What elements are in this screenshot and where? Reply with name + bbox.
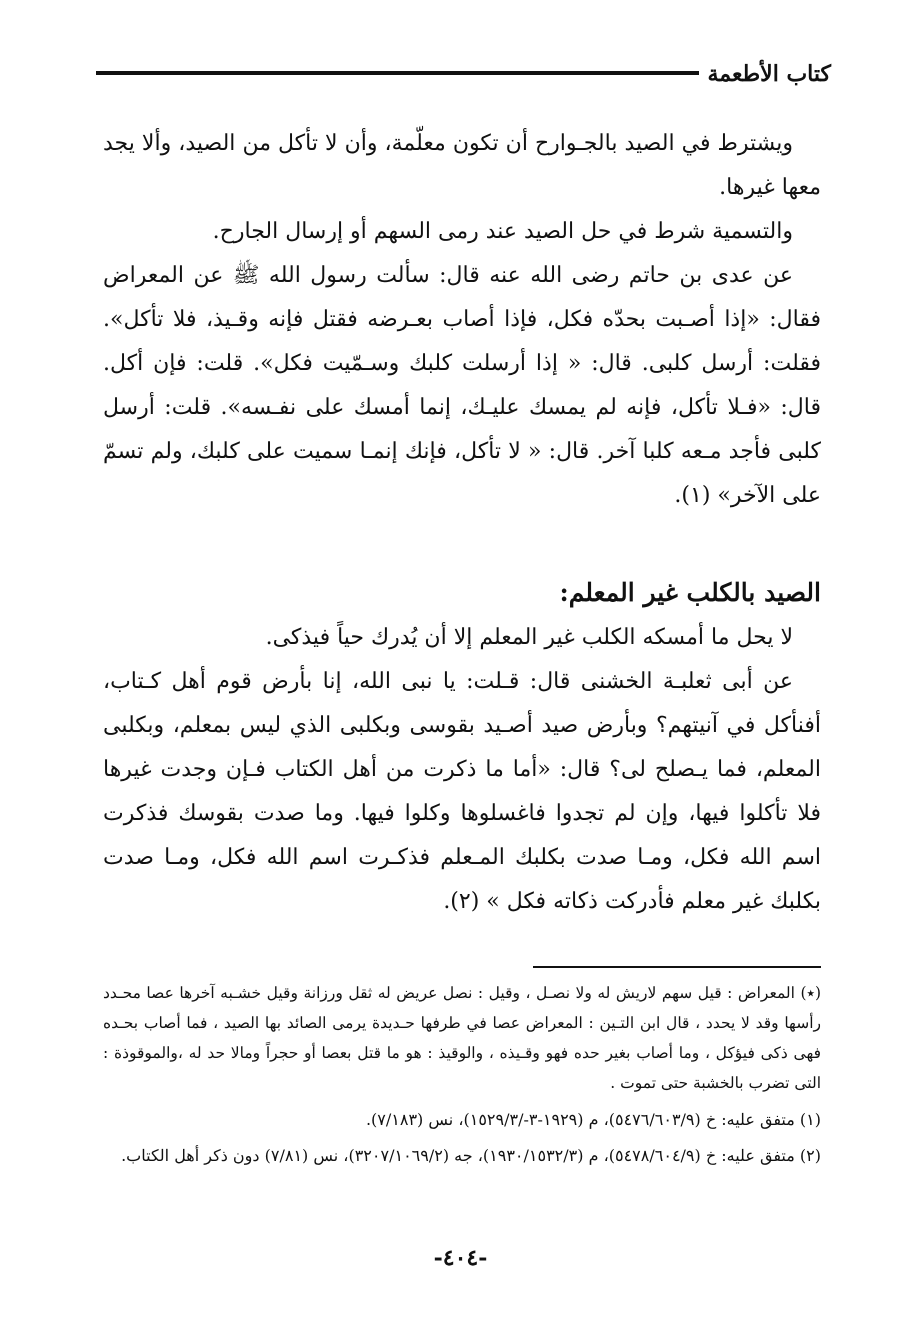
footnote-rule — [533, 966, 821, 968]
footnote-1: (١) متفق عليه: خ (٥٤٧٦/٦٠٣/٩)، م (١٩٢٩-٣-/١٥٢٩/٣)، نس (٧/١٨٣). — [365, 1110, 821, 1129]
paragraph-hadith-adi: عن عدى بن حاتم رضى الله عنه قال: سألت رسول الله ﷺ عن المعراض فقال: «إذا أصـبت بحدّه فكل، فإذا أصاب بعـرضه فقتل فإنه وقـيذ، فلا تأكل». فقلت: أرسل كلبى. قال: « إذا أرسلت كلبك وسـمّيت فكل». قلت: فإن أكل. قال: «فـلا تأكل، فإنه لم يمسك عليـك، إنما أمسك على نفـسه». قلت: أرسل كلبى فأجد مـعه كلبا آخر. قال: « لا تأكل، فإنك إنمـا سميت على كلبك، ولم تسمّ على الآخر» (١). — [103, 263, 821, 508]
section-title: الصيد بالكلب غير المعلم: — [559, 578, 821, 607]
main-text — [103, 122, 821, 924]
running-header — [96, 56, 831, 92]
paragraph-tasmiya: والتسمية شرط في حل الصيد عند رمى السهم أو إرسال الجارح. — [212, 219, 793, 244]
header-rule — [96, 71, 699, 75]
footnote-star: (٭) المعراض : قيل سهم لاريش له ولا نصـل ، وقيل : نصل عريض له ثقل ورزانة وقيل خشـبه آخرها عصا محـدد رأسها وقد لا يحدد ، قال ابن التـين : المعراض عصا في طرفها حـديدة يرمى الصائد بها الصيد ، فما أصاب بحـده فهى ذكى فيؤكل ، وما أصاب بغير حده فهو وقـيذه ، والوقيذ : هو ما قتل بعصا أو حجراً ومالا حد له ،والموقوذة : التى تضرب بالخشبة حتى تموت . — [103, 984, 821, 1092]
page-number: -٤٠٤- — [433, 1245, 488, 1271]
header-title: كتاب الأطعمة — [707, 61, 831, 87]
paragraph-ruling: لا يحل ما أمسكه الكلب غير المعلم إلا أن يُدرك حياً فيذكى. — [265, 625, 793, 650]
paragraph-conditions: ويشترط في الصيد بالجـوارح أن تكون معلّمة، وأن لا تأكل من الصيد، وألا يجد معها غيرها. — [103, 131, 821, 200]
footnote-2: (٢) متفق عليه: خ (٥٤٧٨/٦٠٤/٩)، م (١٩٣٠/١٥٣٢/٣)، جه (٣٢٠٧/١٠٦٩/٢)، نس (٧/٨١) دون ذكر أهل الكتاب. — [121, 1146, 821, 1165]
paragraph-hadith-abu-thalaba: عن أبى ثعلبـة الخشنى قال: قـلت: يا نبى الله، إنا بأرض قوم أهل كـتاب، أفنأكل في آنيتهم؟ وبأرض صيد أصـيد بقوسى وبكلبى الذي ليس بمعلم، وبكلبى المعلم، فما يـصلح لى؟ قال: «أما ما ذكرت من أهل الكتاب فـإن وجدت غيرها فلا تأكلوا فيها، وإن لم تجدوا فاغسلوها وكلوا فيها. وما صدت بقوسك فذكرت اسم الله فكل، ومـا صدت بكلبك المـعلم فذكـرت اسم الله فكل، ومـا صدت بكلبك غير معلم فأدركت ذكاته فكل » (٢). — [103, 669, 821, 914]
footnotes — [103, 978, 821, 1176]
